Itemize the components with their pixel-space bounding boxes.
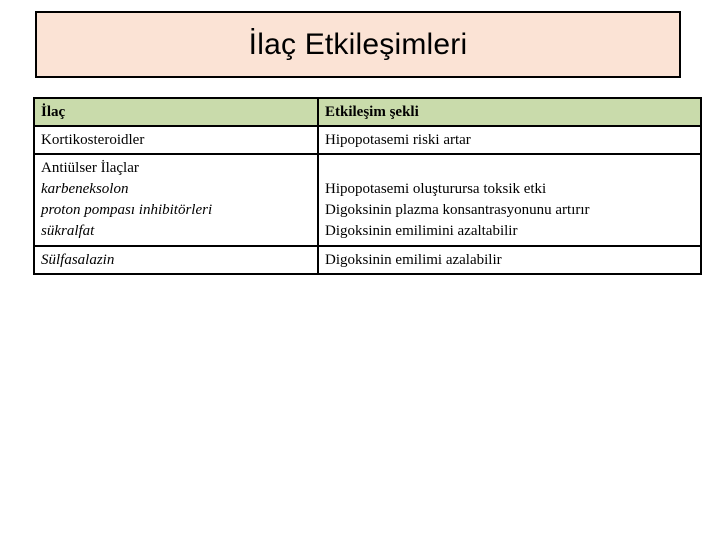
drug-interaction-table: [33, 97, 702, 275]
title-box: [35, 11, 681, 78]
drug-cell: [34, 126, 318, 154]
header-interaction: Etkileşim şekli: [318, 98, 701, 126]
table-row: [34, 126, 701, 154]
drug-name: Sülfasalazin: [41, 251, 115, 268]
drug-name: proton pompası inhibitörleri: [41, 202, 213, 218]
table-row: [34, 246, 701, 274]
drug-cell: [34, 154, 318, 246]
interaction-cell: [318, 126, 701, 154]
table-row: [34, 154, 701, 246]
drug-name: sükralfat: [41, 223, 95, 239]
header-drug: İlaç: [34, 98, 318, 126]
spacer: [325, 158, 694, 179]
drug-cell: [34, 246, 318, 274]
interaction-text: Digoksinin emilimi azalabilir: [325, 251, 502, 268]
interaction-cell: [318, 246, 701, 274]
interaction-cell: [318, 154, 701, 246]
drug-name: karbeneksolon: [41, 181, 129, 197]
drug-name: Kortikosteroidler: [41, 131, 145, 148]
drug-group-title: Antiülser İlaçlar: [41, 160, 139, 176]
interaction-text: Digoksinin plazma konsantrasyonunu artırır: [325, 202, 590, 218]
interaction-text: Hipopotasemi riski artar: [325, 131, 471, 148]
page-title: İlaç Etkileşimleri: [248, 27, 468, 61]
table-header-row: [34, 98, 701, 126]
interaction-text: Digoksinin emilimini azaltabilir: [325, 223, 518, 239]
interaction-text: Hipopotasemi oluşturursa toksik etki: [325, 181, 547, 197]
